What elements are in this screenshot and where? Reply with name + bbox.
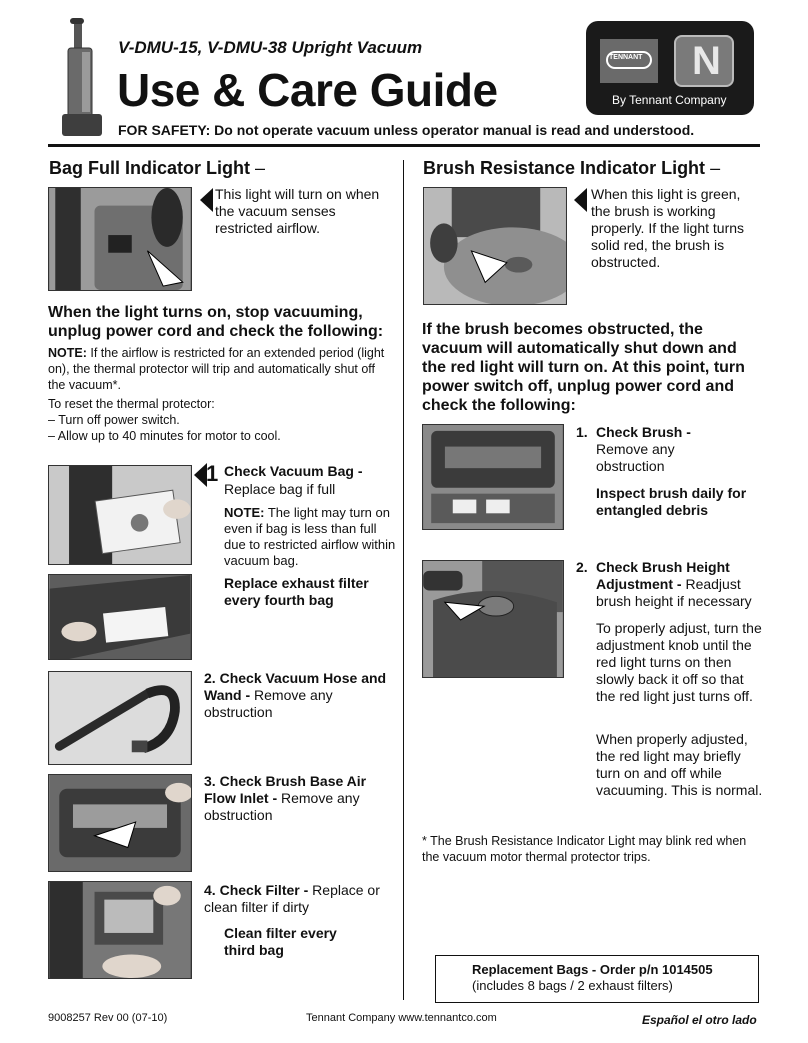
height-adjust-instructions: To properly adjust, turn the adjustment knob until the red light turns on then slowly back it off so that the red light just turns off. xyxy=(596,620,762,704)
spanish-note: Español el otro lado xyxy=(642,1013,757,1027)
vacuum-indicator-photo xyxy=(48,187,192,291)
right-step-2-number: 2. xyxy=(576,559,588,575)
thermal-footnote: * The Brush Resistance Indicator Light may blink red when the vacuum motor thermal protector trips. xyxy=(422,834,747,864)
replacement-bags-subtitle: (includes 8 bags / 2 exhaust filters) xyxy=(472,978,673,993)
replacement-bags-title: Replacement Bags - Order p/n 1014505 xyxy=(472,962,713,977)
logo-caption: By Tennant Company xyxy=(612,93,727,107)
replace-filter-reminder: Replace exhaust filter every fourth bag xyxy=(224,575,369,608)
check-brush-base-step: 3. Check Brush Base Air Flow Inlet - Remove any obstruction xyxy=(204,773,367,823)
company-website: Tennant Company www.tennantco.com xyxy=(306,1012,497,1024)
inspect-brush-reminder: Inspect brush daily for entangled debris xyxy=(596,485,747,518)
check-vacuum-bag-title: Check Vacuum Bag - xyxy=(224,463,363,479)
check-brush-title: Check Brush - xyxy=(596,424,691,440)
filter-photo xyxy=(48,881,192,979)
page-title: Use & Care Guide xyxy=(117,64,498,116)
thermal-note: NOTE: If the airflow is restricted for an extended period (light on), the thermal protector will trip and automatically shut off the vacuum*. xyxy=(48,346,385,392)
hose-wand-photo xyxy=(48,671,192,765)
header-rule xyxy=(48,144,760,147)
bag-note: NOTE: The light may turn on even if bag is less than full due to restricted airflow within vacuum bag. xyxy=(224,505,396,568)
replacement-bags-box xyxy=(435,955,759,1003)
pointer-arrow-icon xyxy=(574,188,587,212)
part-number: 9008257 Rev 00 (07-10) xyxy=(48,1012,168,1024)
check-filter-step: 4. Check Filter - Replace or clean filter if dirty xyxy=(204,882,380,915)
bag-full-section-title: Bag Full Indicator Light – xyxy=(49,158,266,178)
pointer-arrow-icon xyxy=(200,188,213,212)
reset-intro: To reset the thermal protector: xyxy=(48,397,215,411)
column-divider xyxy=(403,160,404,1000)
tennant-badge-text: TENNANT xyxy=(609,54,643,61)
clean-filter-reminder: Clean filter every third bag xyxy=(224,925,337,958)
check-hose-step: 2. Check Vacuum Hose and Wand - Remove any obstruction xyxy=(204,670,387,720)
bag-light-description: This light will turn on when the vacuum senses restricted airflow. xyxy=(215,186,380,236)
tennant-badge xyxy=(600,39,658,83)
stop-vacuuming-instruction: When the light turns on, stop vacuuming, unplug power cord and check the following: xyxy=(48,304,384,340)
check-vacuum-bag-text: Replace bag if full xyxy=(224,481,336,497)
vacuum-bag-photo xyxy=(48,465,192,565)
brush-base-photo xyxy=(48,774,192,872)
step-1-number: 1 xyxy=(206,461,219,486)
nobles-n-logo: N xyxy=(674,35,734,87)
height-adjust-normal: When properly adjusted, the red light may briefly turn on and off while vacuuming. This is normal. xyxy=(596,731,763,798)
brush-resistance-section-title: Brush Resistance Indicator Light – xyxy=(423,158,721,178)
reset-step-2: – Allow up to 40 minutes for motor to cool. xyxy=(48,429,281,443)
right-step-1-number: 1. xyxy=(576,424,588,440)
brush-obstructed-instruction: If the brush becomes obstructed, the vacuum will automatically shut down and the red light will turn on. At this point, turn power switch off, unplug power cord and check the following: xyxy=(422,321,745,414)
reset-step-1: – Turn off power switch. xyxy=(48,413,180,427)
header-subtitle: V-DMU-15, V-DMU-38 Upright Vacuum xyxy=(118,38,423,57)
height-knob-photo xyxy=(422,560,564,678)
exhaust-filter-photo xyxy=(48,574,192,660)
brush-roll-photo xyxy=(422,424,564,530)
vacuum-thumbnail xyxy=(60,18,104,140)
check-brush-text: Remove any obstruction xyxy=(596,441,675,474)
safety-notice: FOR SAFETY: Do not operate vacuum unless operator manual is read and understood. xyxy=(118,122,695,138)
tennant-logo xyxy=(586,21,754,115)
brush-light-description: When this light is green, the brush is working properly. If the light turns solid red, the brush is obstructed. xyxy=(591,186,745,270)
brush-indicator-photo xyxy=(423,187,567,305)
check-height-step: Check Brush Height Adjustment - Readjust brush height if necessary xyxy=(596,559,752,609)
